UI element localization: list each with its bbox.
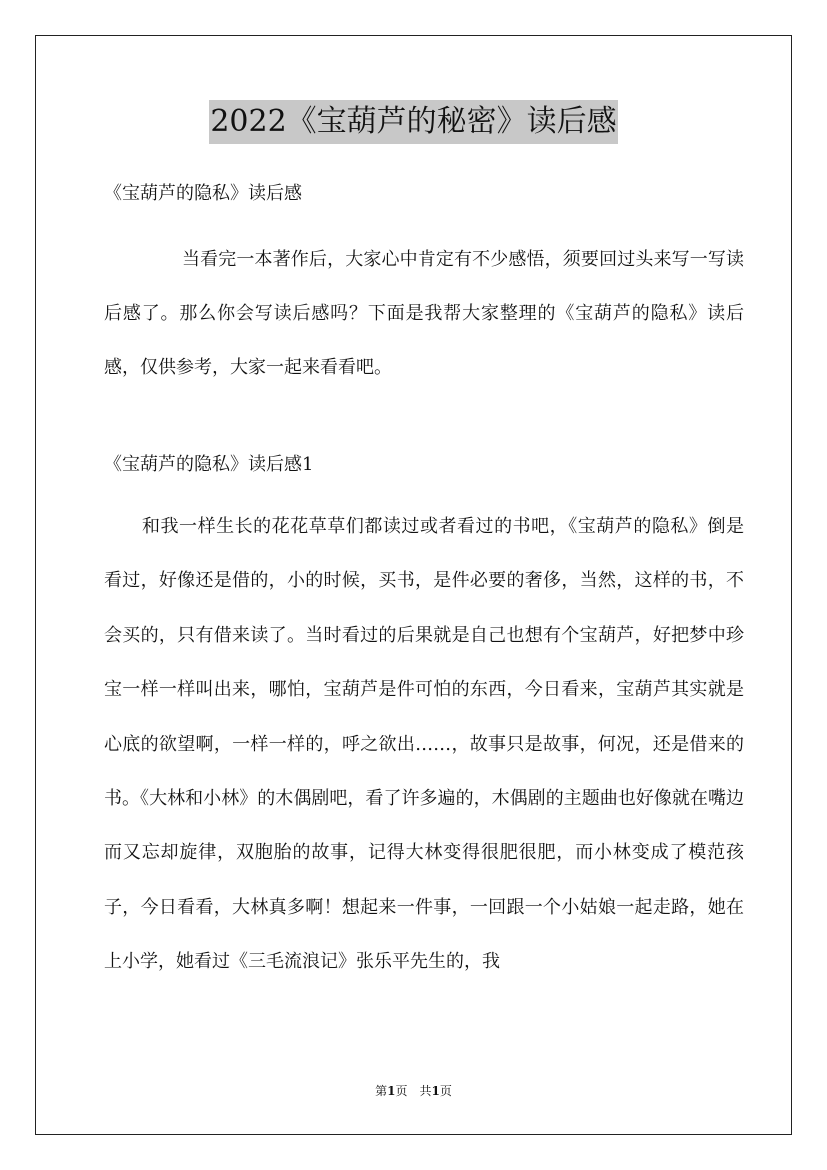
footer-total-pages: 1 — [431, 1084, 440, 1098]
title-container — [0, 100, 827, 144]
section-heading: 《宝葫芦的隐私》读后感1 — [104, 454, 314, 475]
body-paragraph: 和我一样生长的花花草草们都读过或者看过的书吧，《宝葫芦的隐私》倒是看过，好像还是借的，小的时候，买书，是件必要的奢侈，当然，这样的书，不会买的，只有借来读了。当时看过的后果就是自己也想有个宝葫芦，好把梦中珍宝一样一样叫出来，哪怕，宝葫芦是件可怕的东西，今日看来，宝葫芦其实就是心底的欲望啊，一样一样的，呼之欲出……，故事只是故事，何况，还是借来的书。《大林和小林》的木偶剧吧，看了许多遍的，木偶剧的主题曲也好像就在嘴边而又忘却旋律，双胞胎的故事，记得大林变得很肥很肥，而小林变成了模范孩子，今日看看，大林真多啊！想起来一件事，一回跟一个小姑娘一起走路，她在上小学，她看过《三毛流浪记》张乐平先生的，我 — [104, 516, 744, 973]
footer-page-prefix: 第 — [375, 1084, 388, 1098]
intro-paragraph: 当看完一本著作后，大家心中肯定有不少感悟，须要回过头来写一写读后感了。那么你会写读后感吗？下面是我帮大家整理的《宝葫芦的隐私》读后感，仅供参考，大家一起来看看吧。 — [104, 249, 744, 378]
document-subtitle: 《宝葫芦的隐私》读后感 — [104, 183, 302, 204]
footer-total-suffix: 页 — [439, 1084, 452, 1098]
footer-page-number: 1 — [387, 1084, 396, 1098]
document-title: 2022《宝葫芦的秘密》读后感 — [209, 100, 617, 144]
footer-page-suffix: 页 共 — [395, 1084, 432, 1098]
page-footer — [0, 1083, 827, 1099]
